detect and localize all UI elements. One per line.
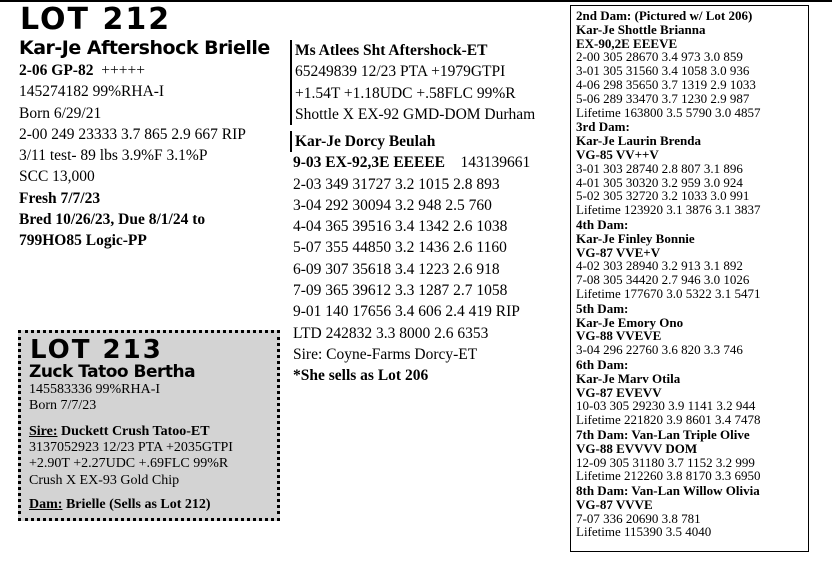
lot-213-box — [18, 330, 280, 521]
pedigree-record-line: Lifetime 123920 3.1 3876 3.1 3837 — [576, 202, 761, 218]
pedigree-record-line: 5-02 305 32720 3.2 1033 3.0 991 — [576, 188, 750, 204]
dam-record-line: 7-09 365 39612 3.3 1287 2.7 1058 — [293, 282, 508, 300]
lot-212-fresh: Fresh 7/7/23 — [19, 189, 101, 207]
pedigree-name: Kar-Je Marv Otila — [576, 370, 681, 386]
pedigree-section — [576, 218, 808, 301]
pedigree-classification: EX-90,2E EEEVE — [576, 35, 678, 51]
lot-212-details — [19, 60, 246, 252]
dam-classification: 9-03 EX-92,3E EEEEE — [293, 154, 446, 172]
dam-record-line: LTD 242832 3.3 8000 2.6 6353 — [293, 324, 489, 342]
lot-213-sire-name: Duckett Crush Tatoo-ET — [61, 424, 210, 439]
pedigree-record-line: Lifetime 115390 3.5 4040 — [576, 524, 712, 540]
pedigree-record-line: 4-06 298 35650 3.7 1319 2.9 1033 — [576, 76, 756, 92]
lot-212-reg: 145274182 99%RHA-I — [19, 83, 165, 101]
pedigree-record-line: 3-04 296 22760 3.6 820 3.3 746 — [576, 342, 743, 358]
dam-note: *She sells as Lot 206 — [293, 367, 429, 385]
lot-212-born: Born 6/29/21 — [19, 104, 102, 122]
lot-213-reg: 145583336 99%RHA-I — [29, 382, 161, 397]
pedigree-heading: 2nd Dam: (Pictured w/ Lot 206) — [576, 8, 753, 23]
lot-212-scc: SCC 13,000 — [19, 168, 95, 186]
dam-reg: 143139661 — [460, 154, 531, 172]
pedigree-heading: 8th Dam: Van-Lan Willow Olivia — [576, 483, 760, 499]
dam-record-line: 6-09 307 35618 3.4 1223 2.6 918 — [293, 260, 500, 278]
lot-212-test: 3/11 test- 89 lbs 3.9%F 3.1%P — [19, 147, 208, 165]
sire-line-1: 65249839 12/23 PTA +1979GTPI — [295, 63, 506, 81]
pedigree-name: Kar-Je Laurin Brenda — [576, 133, 701, 149]
pedigree-classification: VG-87 VVVE — [576, 496, 653, 512]
pedigree-record-line: Lifetime 177670 3.0 5322 3.1 5471 — [576, 285, 761, 301]
pedigree-section — [576, 358, 808, 427]
lot-213-details — [29, 382, 160, 414]
pedigree-heading: 6th Dam: — [576, 356, 629, 372]
pedigree-record-line: 2-00 305 28670 3.4 973 3.0 859 — [576, 49, 743, 65]
pedigree-classification: VG-88 VVEVE — [576, 328, 662, 344]
pedigree-classification: VG-87 VVE+V — [576, 244, 661, 260]
lot-212-title: LOT 212 — [20, 2, 172, 37]
pedigree-section — [576, 428, 808, 483]
pedigree-name: Kar-Je Emory Ono — [576, 314, 684, 330]
pedigree-classification: VG-88 EVVVV DOM — [576, 440, 698, 456]
sire-line-2: +1.54T +1.18UDC +.58FLC 99%R — [295, 84, 516, 102]
pedigree-record-line: Lifetime 163800 3.5 5790 3.0 4857 — [576, 104, 761, 120]
pedigree-record-line: 4-01 305 30320 3.2 959 3.0 924 — [576, 174, 743, 190]
lot-212-bred-sire: 799HO85 Logic-PP — [19, 232, 147, 250]
dam-record-line: 4-04 365 39516 3.4 1342 2.6 1038 — [293, 218, 508, 236]
pedigree-section — [576, 120, 808, 217]
lot-213-title: LOT 213 — [30, 335, 163, 365]
lot-212-record: 2-00 249 23333 3.7 865 2.9 667 RIP — [19, 125, 246, 143]
pedigree-section — [576, 484, 808, 539]
lot-213-sire-label: Sire: — [29, 424, 58, 439]
lot-213-sire-heading — [29, 424, 233, 440]
pedigree-heading: 3rd Dam: — [576, 119, 630, 135]
lot-213-dam-text: Brielle (Sells as Lot 212) — [65, 497, 211, 512]
dam-record-line: 5-07 355 44850 3.2 1436 2.6 1160 — [293, 239, 507, 257]
pedigree-record-line: 3-01 303 28740 2.8 807 3.1 896 — [576, 160, 743, 176]
pedigree-record-line: Lifetime 212260 3.8 8170 3.3 6950 — [576, 468, 761, 484]
lot-212-cow-name: Kar-Je Aftershock Brielle — [19, 37, 270, 59]
rating-text: 2-06 GP-82 — [19, 62, 94, 79]
pedigree-record-line: Lifetime 221820 3.9 8601 3.4 7478 — [576, 412, 761, 428]
lot-212-rating — [19, 60, 246, 81]
pedigree-name: Kar-Je Finley Bonnie — [576, 230, 695, 246]
dam-sire-line: Sire: Coyne-Farms Dorcy-ET — [293, 345, 478, 363]
dam-record-line: 3-04 292 30094 3.2 948 2.5 760 — [293, 196, 492, 214]
lot-213-sire-line-3: Crush X EX-93 Gold Chip — [29, 472, 180, 488]
dam-records — [290, 174, 530, 344]
pedigree-name: Kar-Je Shottle Brianna — [576, 21, 706, 37]
sire-block — [290, 40, 535, 125]
lot-213-dam — [29, 497, 211, 513]
lot-213-dam-label: Dam: — [29, 497, 63, 512]
sire-line-3: Shottle X EX-92 GMD-DOM Durham — [295, 105, 536, 123]
pedigree-record-line: 7-07 336 20690 3.8 781 — [576, 510, 701, 526]
lot-213-born: Born 7/7/23 — [29, 398, 97, 414]
rating-stars: +++++ — [101, 62, 145, 79]
sire-name: Ms Atlees Sht Aftershock-ET — [295, 42, 488, 59]
pedigree-section — [576, 302, 808, 357]
pedigree-record-line: 3-01 305 31560 3.4 1058 3.0 936 — [576, 63, 750, 79]
pedigree-heading: 4th Dam: — [576, 216, 629, 232]
dam-classification-row — [290, 152, 530, 173]
lot-213-sire — [29, 424, 233, 489]
pedigree-classification: VG-85 VV++V — [576, 146, 659, 162]
lot-212-bred: Bred 10/26/23, Due 8/1/24 to — [19, 211, 206, 229]
lot-213-sire-line-1: 3137052923 12/23 PTA +2035GTPI — [29, 440, 233, 456]
pedigree-record-line: 10-03 305 29230 3.9 1141 3.2 944 — [576, 398, 756, 414]
pedigree-section — [576, 9, 808, 119]
dam-record-line: 9-01 140 17656 3.4 606 2.4 419 RIP — [293, 303, 520, 321]
lot-213-sire-line-2: +2.90T +2.27UDC +.69FLC 99%R — [29, 456, 229, 472]
pedigree-classification: VG-87 EVEVV — [576, 384, 662, 400]
pedigree-record-line: 12-09 305 31180 3.7 1152 3.2 999 — [576, 454, 755, 470]
dam-record-line: 2-03 349 31727 3.2 1015 2.8 893 — [293, 175, 500, 193]
lot-213-cow-name: Zuck Tatoo Bertha — [29, 362, 196, 382]
pedigree-record-line: 5-06 289 33470 3.7 1230 2.9 987 — [576, 90, 750, 106]
pedigree-record-line: 7-08 305 34420 2.7 946 3.0 1026 — [576, 272, 750, 288]
pedigree-heading: 7th Dam: Van-Lan Triple Olive — [576, 426, 750, 442]
pedigree-record-line: 4-02 303 28940 3.2 913 3.1 892 — [576, 258, 743, 274]
dam-block — [290, 131, 530, 387]
pedigree-heading: 5th Dam: — [576, 300, 629, 316]
pedigree-box — [570, 5, 809, 552]
dam-name: Kar-Je Dorcy Beulah — [290, 131, 530, 152]
